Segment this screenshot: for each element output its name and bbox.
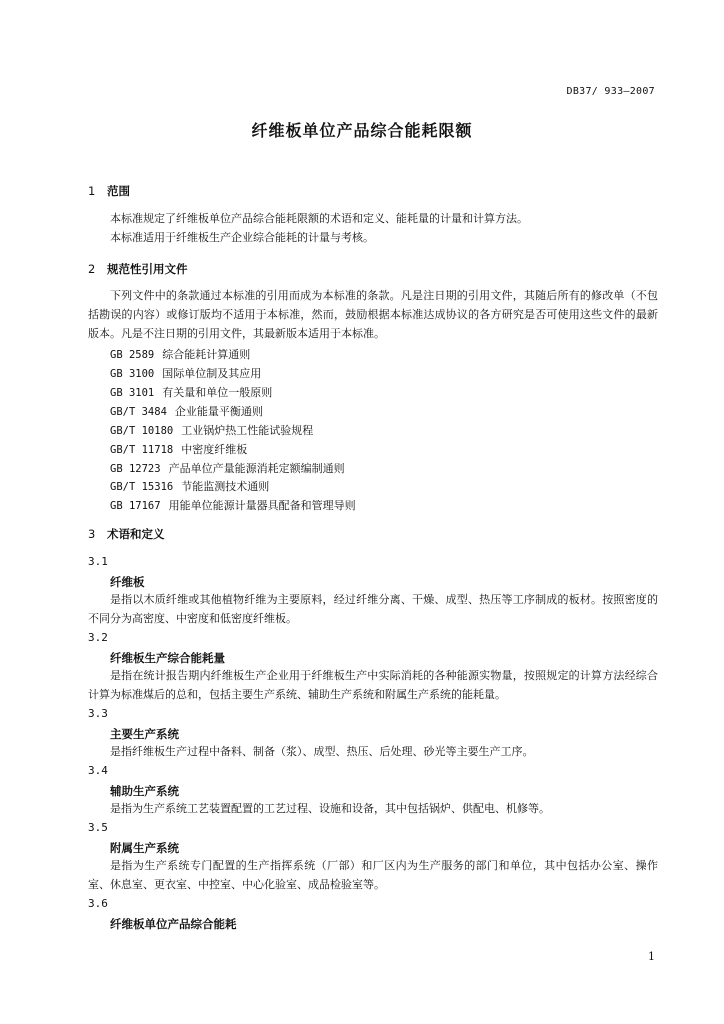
term-name: 辅助生产系统: [110, 784, 179, 798]
section-2-heading: [88, 261, 188, 277]
term-definition: 是指纤维板生产过程中备料、制备（浆）、成型、热压、后处理、砂光等主要生产工序。: [110, 745, 534, 758]
document-code: DB37/ 933—2007: [566, 86, 655, 97]
term-definition: 是指以木质纤维或其他植物纤维为主要原料，经过纤维分离、干燥、成型、热压等工序制成的板材。按照密度的不同分为高密度、中密度和低密度纤维板。: [88, 593, 658, 625]
page-number: 1: [648, 950, 655, 963]
section-number: 2: [88, 262, 96, 276]
term-definition: 是指在统计报告期内纤维板生产企业用于纤维板生产中实际消耗的各种能源实物量，按照规定的计算方法经综合计算为标准煤后的总和，包括主要生产系统、辅助生产系统和附属生产系统的能耗量。: [88, 669, 658, 701]
reference-item: GB 12723 产品单位产量能源消耗定额编制通则: [110, 462, 345, 475]
section-title: 术语和定义: [107, 527, 165, 541]
document-title: 纤维板单位产品综合能耗限额: [251, 121, 473, 140]
term-name: 纤维板单位产品综合能耗: [110, 917, 237, 931]
clause-number: 3.1: [88, 555, 108, 568]
clause-number: 3.5: [88, 821, 108, 834]
reference-item: GB 3101 有关量和单位一般原则: [110, 386, 273, 399]
reference-item: GB 2589 综合能耗计算通则: [110, 348, 251, 361]
section-number: 1: [88, 184, 96, 198]
section-title: 规范性引用文件: [107, 262, 188, 276]
reference-item: GB/T 11718 中密度纤维板: [110, 443, 248, 456]
term-name: 纤维板生产综合能耗量: [110, 651, 225, 665]
clause-number: 3.3: [88, 707, 108, 720]
term-name: 附属生产系统: [110, 841, 179, 855]
clause-number: 3.6: [88, 897, 108, 910]
clause-number: 3.4: [88, 764, 108, 777]
clause-number: 3.2: [88, 631, 108, 644]
reference-item: GB 3100 国际单位制及其应用: [110, 367, 262, 380]
term-name: 纤维板: [110, 575, 145, 589]
term-definition: 是指为生产系统工艺装置配置的工艺过程、设施和设备，其中包括锅炉、供配电、机修等。: [110, 802, 550, 815]
scope-line-2: 本标准适用于纤维板生产企业综合能耗的计量与考核。: [110, 231, 374, 244]
section-3-heading: [88, 526, 165, 542]
reference-item: GB 17167 用能单位能源计量器具配备和管理导则: [110, 499, 356, 512]
term-name: 主要生产系统: [110, 727, 179, 741]
reference-item: GB/T 10180 工业锅炉热工性能试验规程: [110, 424, 314, 437]
section-1-heading: [88, 183, 130, 199]
normative-references-paragraph: 下列文件中的条款通过本标准的引用而成为本标准的条款。凡是注日期的引用文件，其随后所有的修改单（不包括勘误的内容）或修订版均不适用于本标准，然而，鼓励根据本标准达成协议的各方研究是否可使用这些文件的最新版本。凡是不注日期的引用文件，其最新版本适用于本标准。: [88, 289, 658, 340]
term-definition: 是指为生产系统专门配置的生产指挥系统（厂部）和厂区内为生产服务的部门和单位，其中包括办公室、操作室、休息室、更衣室、中控室、中心化验室、成品检验室等。: [88, 859, 658, 891]
section-number: 3: [88, 527, 96, 541]
reference-item: GB/T 3484 企业能量平衡通则: [110, 405, 263, 418]
section-title: 范围: [107, 184, 130, 198]
scope-line-1: 本标准规定了纤维板单位产品综合能耗限额的术语和定义、能耗量的计量和计算方法。: [110, 212, 528, 225]
reference-item: GB/T 15316 节能监测技术通则: [110, 480, 270, 493]
